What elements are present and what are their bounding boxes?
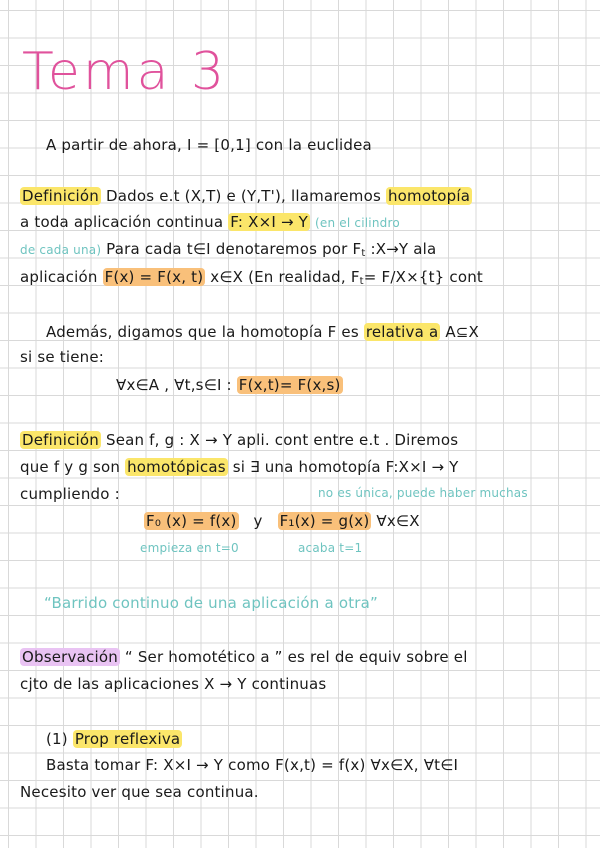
def1-note-2: de cada una) xyxy=(20,243,102,257)
def2-eq-line xyxy=(144,512,420,530)
def2-note-b: acaba t=1 xyxy=(298,541,363,555)
page-title: Tema 3 xyxy=(22,42,228,102)
ademas-line-1 xyxy=(46,323,479,341)
def1-line-2 xyxy=(20,213,400,231)
obs-label: Observación xyxy=(22,648,118,666)
def1-line-4 xyxy=(20,268,483,287)
def1-text-1: Dados e.t (X,T) e (Y,T'), llamaremos xyxy=(105,187,381,205)
def1-ft: F xyxy=(352,240,362,258)
obs-text-1: “ Ser homotético a ” es rel de equiv sobre el xyxy=(124,648,468,666)
def2-note-a: empieza en t=0 xyxy=(140,541,239,555)
def2-forall: ∀x∈X xyxy=(376,512,420,530)
ademas-text-1: Además, digamos que la homotopía F es xyxy=(46,323,359,341)
ademas-text-4: ∀x∈A , ∀t,s∈I : xyxy=(116,376,232,394)
ademas-line-2: si se tiene: xyxy=(20,348,105,366)
prop-line-3: Necesito ver que sea continua. xyxy=(20,783,259,801)
obs-line-1 xyxy=(20,648,468,666)
def1-text-4: :X→Y ala xyxy=(370,240,437,258)
def2-text-3: si ∃ una homotopía F:X×I → Y xyxy=(232,458,459,476)
def1-ft-sub: t xyxy=(361,248,366,259)
prop-label: (1) xyxy=(46,730,68,748)
def2-text-2: que f y g son xyxy=(20,458,121,476)
intro-line: A partir de ahora, I = [0,1] con la euclidea xyxy=(46,136,372,154)
barrido-quote: “Barrido continuo de una aplicación a otra” xyxy=(44,594,379,612)
prop-name: Prop reflexiva xyxy=(74,730,181,748)
relativa-term: relativa a xyxy=(365,323,439,341)
def1-eq: F(x) = F(x, t) xyxy=(104,268,204,286)
def1-label: Definición xyxy=(22,187,99,205)
obs-line-2: cjto de las aplicaciones X → Y continuas xyxy=(20,675,327,693)
def1-text-2: a toda aplicación continua xyxy=(20,213,224,231)
def1-line-1 xyxy=(20,187,472,205)
def1-text-3: Para cada t∈I denotaremos por xyxy=(106,240,348,258)
def1-text-7: F xyxy=(350,268,360,286)
homotopicas-term: homotópicas xyxy=(127,458,226,476)
ademas-eq: F(x,t)= F(x,s) xyxy=(238,376,341,394)
prop-line-1 xyxy=(46,730,182,748)
def2-line-1 xyxy=(20,431,458,449)
def2-eq-1: F₀ (x) = f(x) xyxy=(146,512,237,530)
def1-line-3 xyxy=(20,240,436,259)
def1-text-8: = F/X×{t} cont xyxy=(363,268,484,286)
def2-y: y xyxy=(253,512,263,530)
def2-text-1: Sean f, g : X → Y apli. cont entre e.t . Diremos xyxy=(105,431,459,449)
def2-label: Definición xyxy=(22,431,99,449)
def2-line-3: cumpliendo : xyxy=(20,485,120,503)
def1-text-5: aplicación xyxy=(20,268,98,286)
def1-ft-sub-2: t xyxy=(359,276,364,287)
def1-note-1: (en el cilindro xyxy=(315,216,400,230)
ademas-text-2: A⊆X xyxy=(445,323,480,341)
def1-map: F: X×I → Y xyxy=(230,213,309,231)
homotopia-term: homotopía xyxy=(387,187,471,205)
def2-line-2 xyxy=(20,458,459,476)
prop-line-2: Basta tomar F: X×I → Y como F(x,t) = f(x) ∀x∈X, ∀t∈I xyxy=(46,756,459,774)
def2-eq-2: F₁(x) = g(x) xyxy=(279,512,370,530)
ademas-line-3 xyxy=(116,376,343,394)
def2-note: no es única, puede haber muchas xyxy=(318,486,528,500)
def1-text-6: x∈X (En realidad, xyxy=(210,268,346,286)
